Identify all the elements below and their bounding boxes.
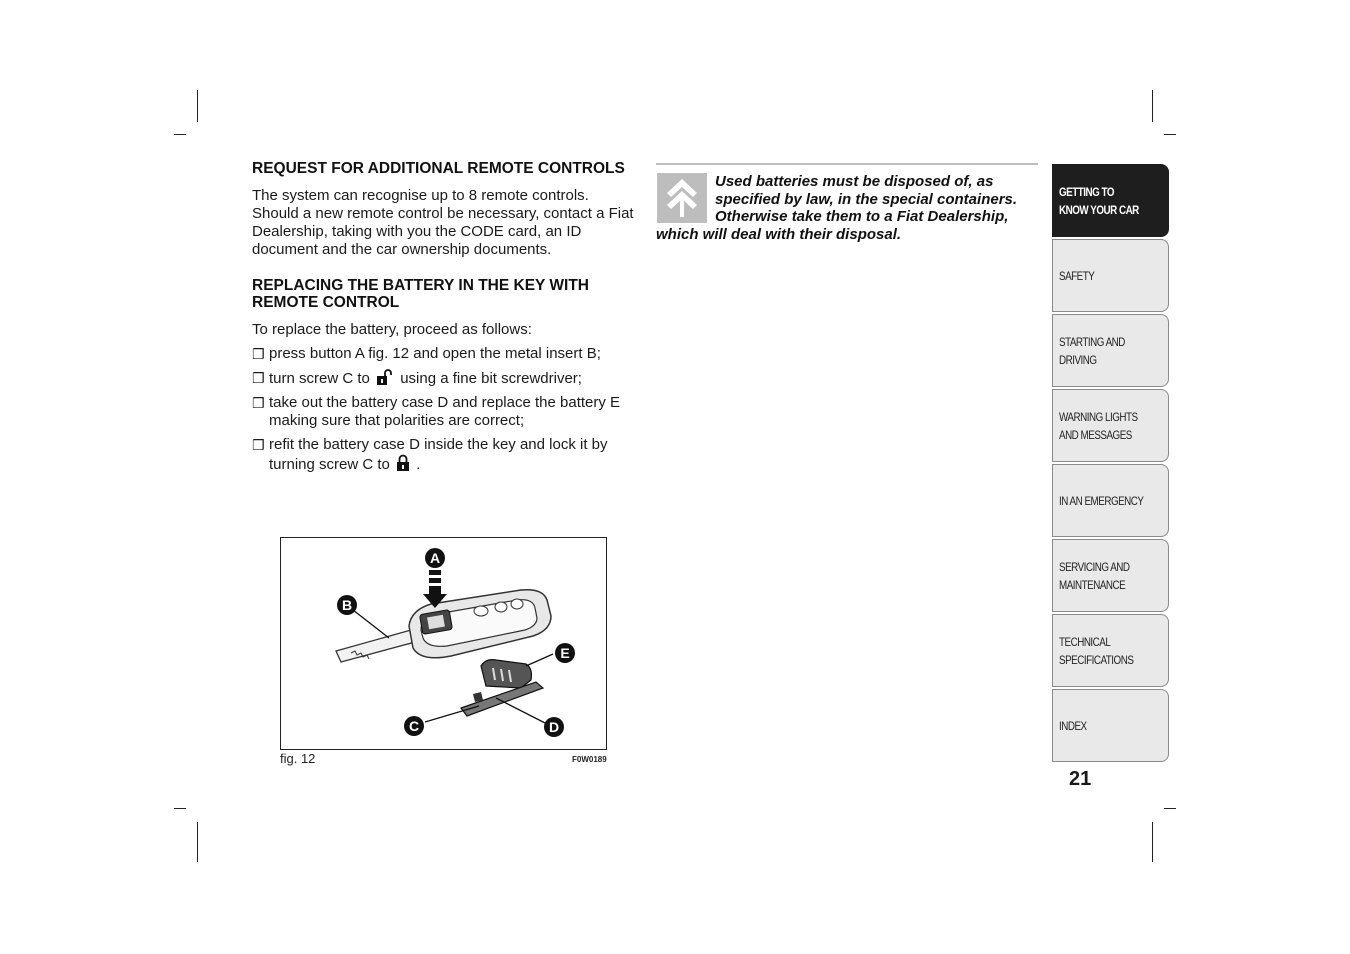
tab-safety[interactable]: SAFETY: [1052, 239, 1169, 312]
unlock-icon: [376, 369, 394, 385]
tab-technical-specifications[interactable]: TECHNICAL SPECIFICATIONS: [1052, 614, 1169, 687]
label-d: D: [548, 719, 560, 735]
crop-mark: [174, 808, 186, 809]
left-column: [252, 160, 636, 480]
tree-environment-icon: [657, 173, 707, 223]
tab-in-an-emergency[interactable]: IN AN EMERGENCY: [1052, 464, 1169, 537]
lock-icon: [396, 454, 410, 471]
label-c: C: [408, 718, 420, 734]
chapter-tabs: [1052, 164, 1169, 764]
tab-index[interactable]: INDEX: [1052, 689, 1169, 762]
list-item: ❒ take out the battery case D and replace the battery E making sure that polarities are correct;: [252, 394, 621, 429]
label-a: A: [429, 550, 441, 566]
crop-mark: [174, 134, 186, 135]
environment-note: [656, 163, 1038, 243]
figure-code: F0W0189: [572, 755, 607, 764]
figure-key-battery: [280, 537, 607, 750]
key-illustration: [281, 538, 606, 749]
crop-mark: [1164, 808, 1176, 809]
crop-mark: [197, 90, 198, 122]
page-number: 21: [1069, 768, 1092, 790]
tab-starting-and-driving[interactable]: STARTING AND DRIVING: [1052, 314, 1169, 387]
tab-warning-lights[interactable]: WARNING LIGHTS AND MESSAGES: [1052, 389, 1169, 462]
crop-mark: [1164, 134, 1176, 135]
label-b: B: [341, 597, 353, 613]
tab-getting-to-know-your-car[interactable]: GETTING TO KNOW YOUR CAR: [1052, 164, 1169, 237]
disposal-note-text: Used batteries must be disposed of, as specified by law, in the special containers. Otherwise take them to a Fiat Dealership, which will deal with their disposal.: [656, 173, 1018, 243]
battery-intro: To replace the battery, proceed as follows:: [252, 321, 532, 338]
tab-servicing[interactable]: SERVICING AND MAINTENANCE: [1052, 539, 1169, 612]
list-item: ❒ refit the battery case D inside the key and lock it by turning screw C to .: [252, 436, 608, 473]
list-item: ❒ press button A fig. 12 and open the metal insert B;: [252, 345, 601, 362]
battery-steps: [252, 345, 636, 474]
checkbox-bullet-icon: ❒: [252, 395, 265, 411]
label-e: E: [560, 645, 570, 661]
crop-mark: [1152, 822, 1153, 862]
list-item: ❒ turn screw C to using a fine bit screwdriver;: [252, 370, 582, 387]
section-heading-remote-controls: REQUEST FOR ADDITIONAL REMOTE CONTROLS: [252, 160, 625, 177]
figure-caption: fig. 12: [280, 751, 316, 766]
crop-mark: [197, 822, 198, 862]
checkbox-bullet-icon: ❒: [252, 346, 265, 362]
checkbox-bullet-icon: ❒: [252, 437, 265, 453]
checkbox-bullet-icon: ❒: [252, 370, 265, 386]
crop-mark: [1152, 90, 1153, 122]
section-body-remote-controls: The system can recognise up to 8 remote controls. Should a new remote control be necessary, contact a Fiat Dealership, taking with you the CODE card, an ID document and the car ownership documents.: [252, 187, 634, 258]
section-heading-battery: REPLACING THE BATTERY IN THE KEY WITH REMOTE CONTROL: [252, 277, 589, 311]
